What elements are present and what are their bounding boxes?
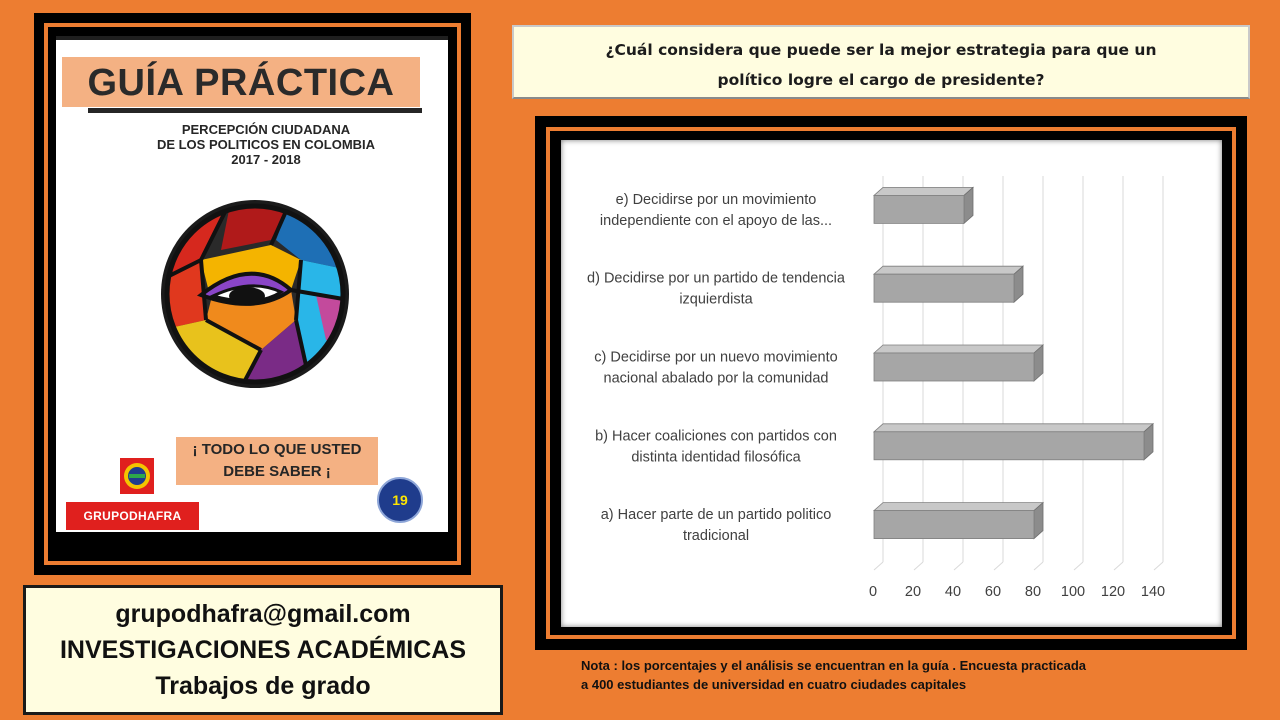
gridline xyxy=(1114,176,1123,570)
bar xyxy=(874,424,1153,460)
guide-cover xyxy=(56,36,448,532)
cover-subtitle-line: 2017 - 2018 xyxy=(231,152,301,167)
gridline xyxy=(1074,176,1083,570)
category-label: b) Hacer coaliciones con partidos con xyxy=(595,428,837,445)
contact-services-sub: Trabajos de grado xyxy=(155,672,371,700)
bar-chart xyxy=(561,140,1222,627)
chart-panel xyxy=(561,140,1222,627)
category-label: d) Decidirse por un partido de tendencia xyxy=(587,270,845,287)
x-tick-label: 100 xyxy=(1060,584,1086,600)
cover-title-band xyxy=(62,57,420,107)
category-label: independiente con el apoyo de las... xyxy=(599,212,833,229)
cover-subtitle-line: PERCEPCIÓN CIUDADANA xyxy=(181,122,351,137)
question-line: político logre el cargo de presidente? xyxy=(717,71,1045,89)
cover-subtitle-line: DE LOS POLITICOS EN COLOMBIA xyxy=(156,137,376,152)
category-label: c) Decidirse por un nuevo movimiento xyxy=(594,349,838,366)
cover-tagline-line: DEBE SABER ¡ xyxy=(223,463,331,480)
stained-glass-eye-illustration xyxy=(161,200,349,388)
category-label: tradicional xyxy=(682,528,750,545)
x-tick-label: 120 xyxy=(1100,584,1126,600)
contact-services: INVESTIGACIONES ACADÉMICAS xyxy=(59,636,467,664)
bar xyxy=(874,187,973,223)
contact-email: grupodhafra@gmail.com xyxy=(115,600,411,628)
cover-tagline-line: ¡ TODO LO QUE USTED xyxy=(192,441,362,458)
footnote-line: a 400 estudiantes de universidad en cuatro ciudades capitales xyxy=(581,677,967,692)
question-line: ¿Cuál considera que puede ser la mejor estrategia para que un xyxy=(605,41,1157,59)
x-tick-label: 60 xyxy=(984,584,1002,600)
category-label: izquierdista xyxy=(679,291,753,308)
footnote-line: Nota : los porcentajes y el análisis se encuentran en la guía . Encuesta practicada xyxy=(581,658,1087,673)
cover-subtitle xyxy=(116,122,416,167)
cover-brand-label: GRUPODHAFRA xyxy=(66,502,199,530)
survey-question xyxy=(512,25,1250,99)
cover-number-badge: 19 xyxy=(377,477,423,523)
bar xyxy=(874,345,1043,381)
footnote xyxy=(581,656,1241,694)
gridline xyxy=(1154,176,1163,570)
cover-title-rule xyxy=(88,108,422,113)
cover-title: GUÍA PRÁCTICA xyxy=(87,62,395,104)
x-tick-label: 20 xyxy=(904,584,922,600)
category-label: nacional abalado por la comunidad xyxy=(603,370,829,387)
category-label: e) Decidirse por un movimiento xyxy=(615,191,817,208)
bar xyxy=(874,503,1043,539)
category-label: distinta identidad filosófica xyxy=(631,449,801,466)
category-label: a) Hacer parte de un partido politico xyxy=(600,507,832,524)
cover-tagline xyxy=(176,437,378,485)
contact-box xyxy=(23,585,503,715)
institution-seal-icon xyxy=(120,458,154,494)
x-tick-label: 80 xyxy=(1024,584,1042,600)
x-tick-label: 0 xyxy=(868,584,878,600)
x-tick-label: 40 xyxy=(944,584,962,600)
x-tick-label: 140 xyxy=(1140,584,1166,600)
bar xyxy=(874,266,1023,302)
